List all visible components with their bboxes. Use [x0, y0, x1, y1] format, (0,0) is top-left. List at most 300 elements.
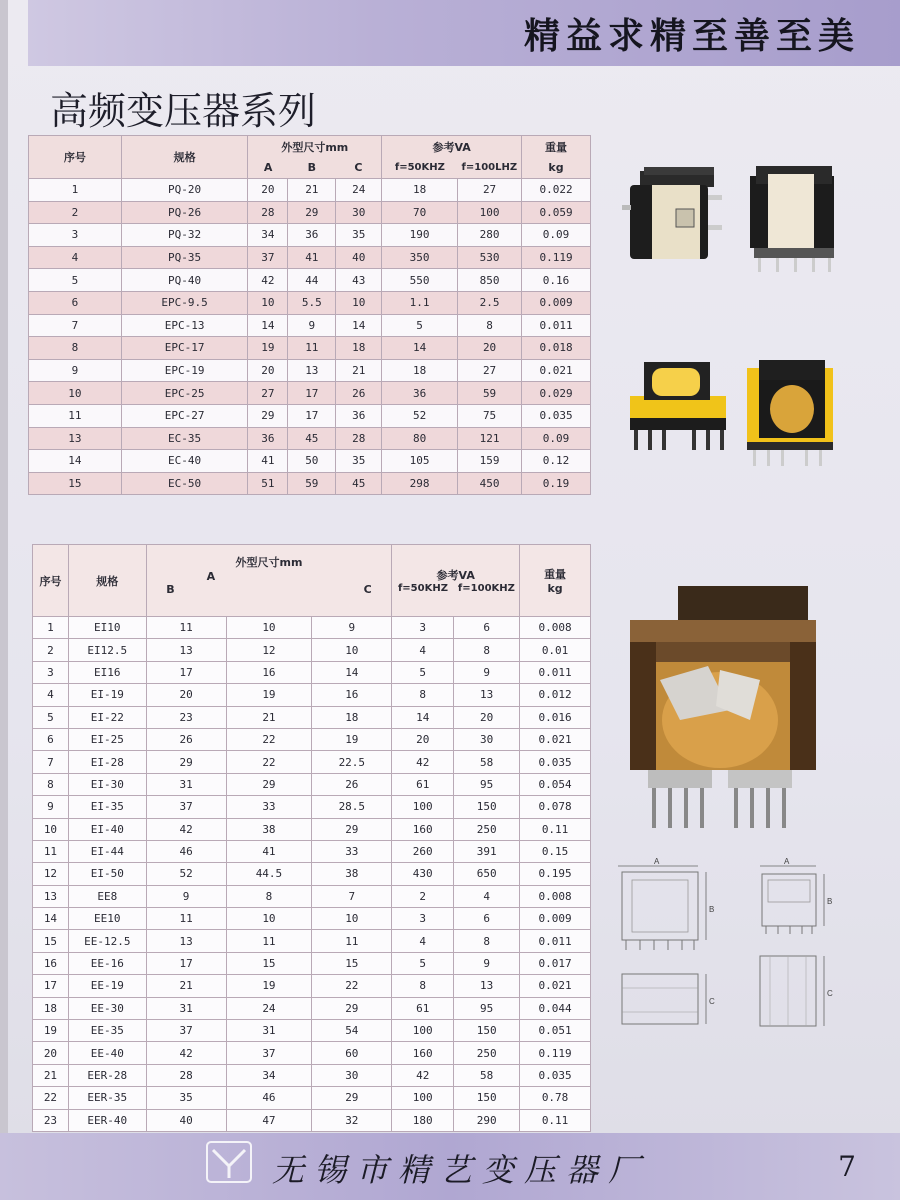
dim-label-b: B: [827, 897, 833, 906]
table-cell: 0.011: [520, 930, 591, 952]
table-cell: 0.11: [520, 1109, 591, 1131]
table-cell: 6: [33, 728, 69, 750]
table-cell: 5: [382, 314, 458, 337]
dimension-drawing-icon: [606, 856, 718, 1036]
table-cell: 11: [226, 930, 312, 952]
table-cell: 7: [33, 751, 69, 773]
table-cell: 100: [392, 796, 454, 818]
table-cell: 9: [454, 661, 520, 683]
table-cell: 5: [392, 952, 454, 974]
dim-label-c: C: [709, 997, 715, 1006]
col-spec: 规格: [121, 136, 248, 179]
table-cell: 0.018: [522, 337, 591, 360]
table-cell: 27: [248, 382, 288, 405]
table-cell: 100: [392, 1020, 454, 1042]
table-cell: EPC-17: [121, 337, 248, 360]
table-cell: EE-12.5: [68, 930, 146, 952]
col-b: B: [288, 158, 336, 179]
table-cell: 9: [312, 617, 392, 639]
table-cell: 0.008: [520, 885, 591, 907]
col-b: B: [166, 582, 175, 596]
table-cell: 14: [392, 706, 454, 728]
table-cell: 9: [33, 796, 69, 818]
table-cell: 6: [454, 617, 520, 639]
table-cell: 29: [312, 997, 392, 1019]
table-row: [29, 201, 591, 224]
table-cell: EI-25: [68, 728, 146, 750]
table-cell: 21: [146, 975, 226, 997]
table-cell: 7: [312, 885, 392, 907]
table-cell: 4: [454, 885, 520, 907]
table-cell: 95: [454, 997, 520, 1019]
col-unit: kg: [547, 582, 563, 595]
table-cell: PQ-32: [121, 224, 248, 247]
table-cell: 3: [392, 908, 454, 930]
table-cell: 10: [336, 291, 382, 314]
table-cell: 44.5: [226, 863, 312, 885]
table-cell: 51: [248, 472, 288, 495]
table-cell: 19: [226, 975, 312, 997]
table-cell: 14: [248, 314, 288, 337]
table-cell: 20: [392, 728, 454, 750]
table-cell: 11: [33, 840, 69, 862]
page-title: 高频变压器系列: [50, 89, 317, 133]
table-row: [29, 179, 591, 202]
table-cell: 18: [382, 359, 458, 382]
table-cell: 450: [458, 472, 522, 495]
table-cell: 260: [392, 840, 454, 862]
table-cell: EI12.5: [68, 639, 146, 661]
table-cell: 24: [336, 179, 382, 202]
table-row: [33, 773, 591, 795]
table-cell: 28.5: [312, 796, 392, 818]
col-weight: 重量: [522, 136, 591, 158]
table-cell: EPC-19: [121, 359, 248, 382]
table-cell: 3: [29, 224, 122, 247]
table-row: [33, 1020, 591, 1042]
table-cell: 19: [226, 684, 312, 706]
table-cell: 34: [248, 224, 288, 247]
table-cell: 9: [29, 359, 122, 382]
table-row: [29, 450, 591, 473]
table-row: [33, 997, 591, 1019]
table-cell: EER-28: [68, 1064, 146, 1086]
table-cell: 70: [382, 201, 458, 224]
table-cell: 42: [146, 818, 226, 840]
col-f50: f=50KHZ: [382, 158, 458, 179]
table-cell: 0.078: [520, 796, 591, 818]
table-row: [29, 314, 591, 337]
epc-transformer-icon: [743, 358, 843, 468]
table-cell: EE-16: [68, 952, 146, 974]
table-cell: EER-35: [68, 1087, 146, 1109]
col-c: C: [363, 582, 372, 596]
table-cell: 29: [226, 773, 312, 795]
table-cell: EC-35: [121, 427, 248, 450]
table-cell: 36: [288, 224, 336, 247]
table-cell: 13: [288, 359, 336, 382]
table-cell: 0.011: [520, 661, 591, 683]
table-cell: EI-28: [68, 751, 146, 773]
table-cell: 46: [226, 1087, 312, 1109]
table-cell: 20: [146, 684, 226, 706]
table-cell: EC-50: [121, 472, 248, 495]
table-cell: 1: [29, 179, 122, 202]
table-cell: 29: [288, 201, 336, 224]
table-cell: 5: [392, 661, 454, 683]
table-cell: 0.051: [520, 1020, 591, 1042]
table-row: [33, 661, 591, 683]
table-cell: 121: [458, 427, 522, 450]
table-cell: 9: [146, 885, 226, 907]
table-cell: 20: [458, 337, 522, 360]
table-cell: 0.017: [520, 952, 591, 974]
table-cell: 16: [226, 661, 312, 683]
table-cell: 35: [146, 1087, 226, 1109]
table-cell: 45: [288, 427, 336, 450]
table-cell: 105: [382, 450, 458, 473]
table-cell: 60: [312, 1042, 392, 1064]
table-cell: 250: [454, 1042, 520, 1064]
table-cell: 4: [392, 639, 454, 661]
table-cell: EE-40: [68, 1042, 146, 1064]
table-cell: EE10: [68, 908, 146, 930]
table-cell: 8: [454, 930, 520, 952]
table-cell: EE-19: [68, 975, 146, 997]
table-cell: 37: [146, 796, 226, 818]
table-cell: 26: [146, 728, 226, 750]
table-row: [33, 1087, 591, 1109]
table-cell: 4: [33, 684, 69, 706]
table-cell: 23: [146, 706, 226, 728]
table-cell: PQ-40: [121, 269, 248, 292]
table-cell: 59: [288, 472, 336, 495]
table-cell: 0.044: [520, 997, 591, 1019]
table-cell: 10: [33, 818, 69, 840]
table-cell: 61: [392, 773, 454, 795]
table2-body: [33, 617, 591, 1132]
table-cell: 54: [312, 1020, 392, 1042]
table-row: [33, 1042, 591, 1064]
table-cell: 41: [226, 840, 312, 862]
table-cell: EI-40: [68, 818, 146, 840]
table-cell: 42: [146, 1042, 226, 1064]
table-cell: 0.021: [520, 975, 591, 997]
table-cell: 280: [458, 224, 522, 247]
table-cell: 35: [336, 224, 382, 247]
table-cell: 190: [382, 224, 458, 247]
table-cell: 35: [336, 450, 382, 473]
table-cell: 15: [33, 930, 69, 952]
table-cell: 28: [336, 427, 382, 450]
table-cell: 0.012: [520, 684, 591, 706]
col-f100: f=100KHZ: [454, 583, 520, 617]
table-cell: 0.19: [522, 472, 591, 495]
table-cell: 0.09: [522, 224, 591, 247]
table-cell: 9: [454, 952, 520, 974]
table-cell: 30: [336, 201, 382, 224]
col-va: 参考VA: [392, 545, 520, 583]
col-dim: 外型尺寸mm: [248, 136, 382, 158]
table-cell: 28: [248, 201, 288, 224]
table-cell: 1: [33, 617, 69, 639]
table-cell: 100: [392, 1087, 454, 1109]
pq-epc-ec-table: [28, 135, 591, 495]
dimension-drawing-icon: [750, 856, 840, 1036]
table-row: [33, 818, 591, 840]
table-cell: 159: [458, 450, 522, 473]
table-cell: 20: [454, 706, 520, 728]
table1-body: [29, 179, 591, 495]
table-cell: 0.035: [520, 1064, 591, 1086]
table-row: [33, 885, 591, 907]
table-cell: 32: [312, 1109, 392, 1131]
table-cell: EPC-13: [121, 314, 248, 337]
table-cell: 61: [392, 997, 454, 1019]
slogan: 精益求精至善至美: [523, 15, 860, 57]
table-cell: 29: [312, 818, 392, 840]
col-unit: kg: [522, 158, 591, 179]
table-cell: EI-30: [68, 773, 146, 795]
table-cell: 17: [288, 404, 336, 427]
table-cell: 27: [458, 359, 522, 382]
table-cell: 15: [226, 952, 312, 974]
table-cell: 21: [336, 359, 382, 382]
table-cell: EI-19: [68, 684, 146, 706]
table-cell: 0.035: [520, 751, 591, 773]
table-cell: EE8: [68, 885, 146, 907]
pq-transformer-icon: [622, 165, 730, 273]
table-cell: EI-22: [68, 706, 146, 728]
table-cell: 430: [392, 863, 454, 885]
table-cell: 13: [146, 639, 226, 661]
table-cell: 160: [392, 1042, 454, 1064]
table-cell: 13: [146, 930, 226, 952]
table-cell: 36: [336, 404, 382, 427]
table-cell: 20: [33, 1042, 69, 1064]
table-cell: 391: [454, 840, 520, 862]
table-cell: 0.16: [522, 269, 591, 292]
table-cell: EI16: [68, 661, 146, 683]
table-cell: 80: [382, 427, 458, 450]
table-cell: 250: [454, 818, 520, 840]
table-cell: 42: [248, 269, 288, 292]
table-cell: 18: [382, 179, 458, 202]
table-cell: 0.022: [522, 179, 591, 202]
table-cell: 3: [33, 661, 69, 683]
table-cell: 2: [29, 201, 122, 224]
table-cell: 4: [392, 930, 454, 952]
table-cell: 0.119: [522, 246, 591, 269]
table-cell: 10: [226, 617, 312, 639]
table-cell: 6: [454, 908, 520, 930]
table-cell: 160: [392, 818, 454, 840]
col-va: 参考VA: [382, 136, 522, 158]
table-cell: 36: [382, 382, 458, 405]
table-cell: 42: [392, 1064, 454, 1086]
table-cell: 11: [29, 404, 122, 427]
col-dim: 外型尺寸mm: [235, 555, 303, 569]
table-cell: 46: [146, 840, 226, 862]
table-cell: 16: [33, 952, 69, 974]
table-cell: 14: [33, 908, 69, 930]
table-cell: 24: [226, 997, 312, 1019]
table-cell: 18: [336, 337, 382, 360]
table-cell: EPC-25: [121, 382, 248, 405]
table-cell: 0.119: [520, 1042, 591, 1064]
table-cell: 4: [29, 246, 122, 269]
table-cell: 2: [33, 639, 69, 661]
table-cell: 34: [226, 1064, 312, 1086]
table-cell: 11: [288, 337, 336, 360]
table-cell: 31: [146, 773, 226, 795]
table-cell: 52: [146, 863, 226, 885]
table-cell: 41: [288, 246, 336, 269]
table-cell: 20: [248, 359, 288, 382]
table-row: [29, 427, 591, 450]
table-cell: 11: [146, 908, 226, 930]
table-row: [33, 684, 591, 706]
table-cell: 12: [33, 863, 69, 885]
table-row: [33, 975, 591, 997]
table-cell: 14: [382, 337, 458, 360]
table-cell: 15: [29, 472, 122, 495]
dim-label-c: C: [827, 989, 833, 998]
table-cell: 38: [226, 818, 312, 840]
table-cell: 21: [33, 1064, 69, 1086]
factory-name: 无锡市精艺变压器厂: [272, 1151, 651, 1189]
table-cell: 100: [458, 201, 522, 224]
table-cell: 40: [146, 1109, 226, 1131]
table-cell: 58: [454, 1064, 520, 1086]
table-cell: 37: [248, 246, 288, 269]
table-cell: 0.029: [522, 382, 591, 405]
table-cell: 29: [312, 1087, 392, 1109]
table-cell: 19: [312, 728, 392, 750]
table-row: [33, 639, 591, 661]
col-a: A: [248, 158, 288, 179]
table-cell: 47: [226, 1109, 312, 1131]
table-row: [33, 840, 591, 862]
table-cell: 37: [226, 1042, 312, 1064]
table-cell: 18: [312, 706, 392, 728]
table-row: [33, 796, 591, 818]
page-edge: [0, 0, 8, 1200]
table-cell: EE-35: [68, 1020, 146, 1042]
factory-logo-icon: [205, 1140, 253, 1184]
table-cell: 290: [454, 1109, 520, 1131]
table-cell: 850: [458, 269, 522, 292]
table-row: [29, 472, 591, 495]
table-cell: 23: [33, 1109, 69, 1131]
table-cell: 8: [392, 684, 454, 706]
table-cell: 8: [458, 314, 522, 337]
table-row: [33, 1109, 591, 1131]
table-cell: 22: [226, 751, 312, 773]
table-cell: 0.054: [520, 773, 591, 795]
table-cell: 26: [312, 773, 392, 795]
table-cell: 21: [226, 706, 312, 728]
table-cell: 10: [312, 639, 392, 661]
table-row: [29, 224, 591, 247]
col-seq: 序号: [33, 545, 69, 617]
col-f50: f=50KHZ: [392, 583, 454, 617]
table-cell: 8: [454, 639, 520, 661]
table-cell: EPC-27: [121, 404, 248, 427]
table-cell: 42: [392, 751, 454, 773]
table-cell: 8: [29, 337, 122, 360]
table-row: [33, 751, 591, 773]
table-cell: 0.021: [520, 728, 591, 750]
table-cell: 29: [146, 751, 226, 773]
table-cell: 22: [312, 975, 392, 997]
table-row: [29, 269, 591, 292]
dim-label-a: A: [654, 857, 660, 866]
table-cell: PQ-20: [121, 179, 248, 202]
col-weight: 重量: [544, 568, 567, 581]
table-cell: 10: [248, 291, 288, 314]
table-cell: 50: [288, 450, 336, 473]
table-cell: 8: [33, 773, 69, 795]
table-cell: 41: [248, 450, 288, 473]
table-cell: 0.12: [522, 450, 591, 473]
table-cell: 22.5: [312, 751, 392, 773]
ei-transformer-icon: [620, 580, 820, 845]
table-cell: 6: [29, 291, 122, 314]
table-cell: 18: [33, 997, 69, 1019]
table-cell: 13: [29, 427, 122, 450]
table-cell: 11: [312, 930, 392, 952]
table-cell: 75: [458, 404, 522, 427]
pq-transformer-icon: [746, 162, 846, 274]
table-cell: 33: [226, 796, 312, 818]
table-row: [33, 952, 591, 974]
table-cell: 0.009: [522, 291, 591, 314]
table-cell: 8: [392, 975, 454, 997]
col-c: C: [336, 158, 382, 179]
table-cell: 14: [29, 450, 122, 473]
table-cell: PQ-26: [121, 201, 248, 224]
table-cell: 11: [146, 617, 226, 639]
table-cell: EC-40: [121, 450, 248, 473]
table-cell: 650: [454, 863, 520, 885]
table-cell: 5.5: [288, 291, 336, 314]
table-cell: 14: [336, 314, 382, 337]
table-cell: 2: [392, 885, 454, 907]
table-cell: 10: [29, 382, 122, 405]
table-row: [29, 291, 591, 314]
table-row: [33, 908, 591, 930]
table-cell: 150: [454, 1087, 520, 1109]
table-row: [33, 1064, 591, 1086]
table-cell: 0.11: [520, 818, 591, 840]
table-cell: 298: [382, 472, 458, 495]
table-row: [33, 617, 591, 639]
table-cell: 530: [458, 246, 522, 269]
table-cell: 52: [382, 404, 458, 427]
page-number: 7: [838, 1150, 856, 1183]
dim-label-a: A: [784, 857, 790, 866]
table-cell: 0.035: [522, 404, 591, 427]
table-cell: EI-35: [68, 796, 146, 818]
table-cell: 36: [248, 427, 288, 450]
table-cell: 28: [146, 1064, 226, 1086]
table-cell: 0.016: [520, 706, 591, 728]
table-cell: 0.15: [520, 840, 591, 862]
table-cell: 17: [146, 952, 226, 974]
table-cell: 1.1: [382, 291, 458, 314]
table-cell: 150: [454, 1020, 520, 1042]
